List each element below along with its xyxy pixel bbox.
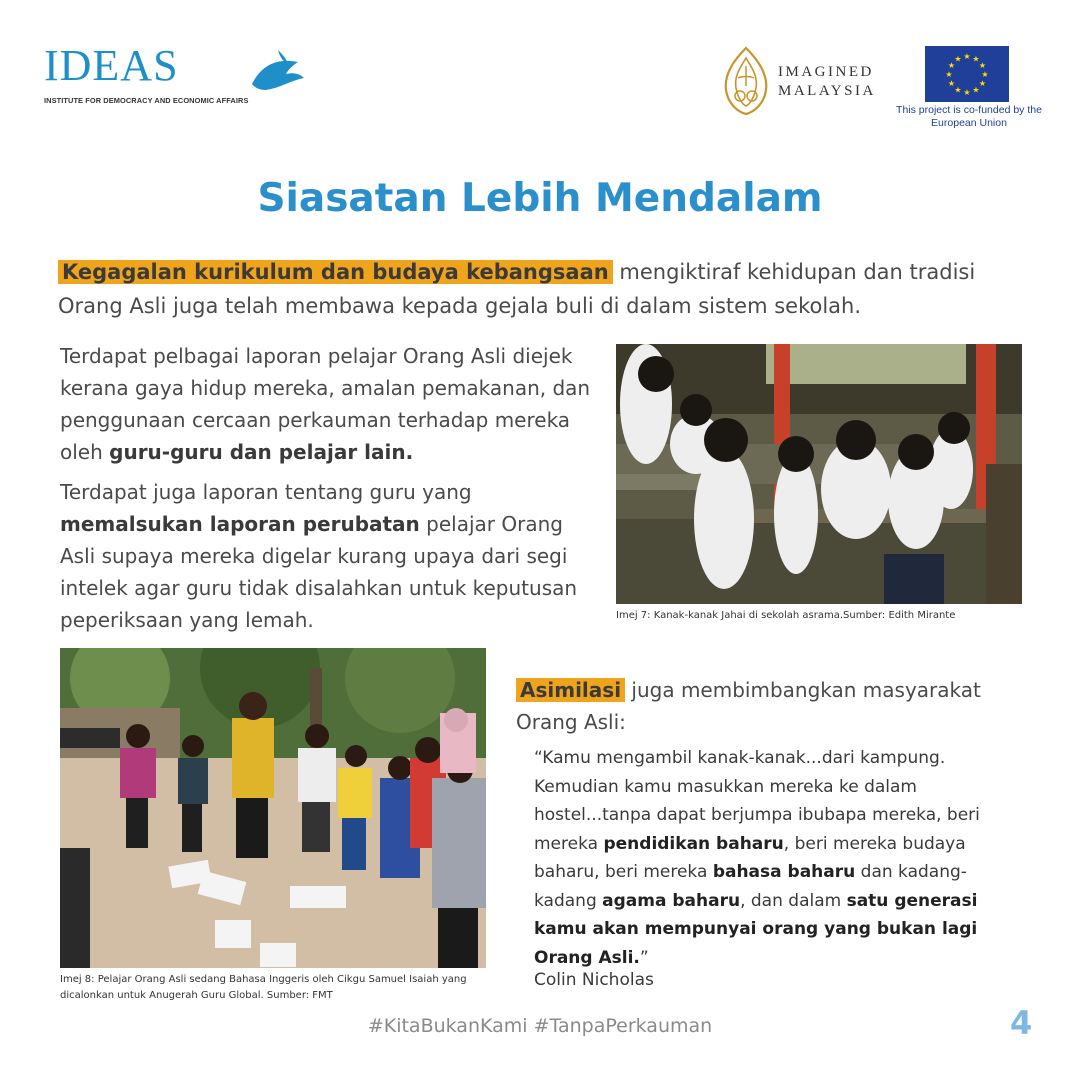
caption-image-8: Imej 8: Pelajar Orang Asli sedang Bahasa Inggeris oleh Cikgu Samuel Isaiah yang dicalonkan untuk Anugerah Guru Global. Sumber: FMT	[60, 974, 467, 1001]
quote-text: ”	[639, 947, 649, 968]
paragraph-bold: memalsukan laporan perubatan	[60, 512, 420, 536]
svg-text:★: ★	[972, 54, 980, 64]
svg-text:★: ★	[954, 85, 962, 95]
svg-text:★: ★	[947, 79, 956, 88]
quote-bold: agama baharu	[602, 890, 741, 911]
quote-text: , beri mereka budaya baharu, beri mereka	[534, 833, 966, 882]
imagined-logo-line1: IMAGINED	[778, 64, 874, 80]
paragraph-bold: guru-guru dan pelajar lain.	[109, 440, 414, 464]
eu-stars-icon	[925, 46, 1009, 102]
quote-text: , dan dalam	[740, 890, 847, 911]
quote-author: Colin Nicholas	[534, 970, 654, 990]
assimilation-highlight: Asimilasi	[516, 678, 625, 702]
quote-bold: pendidikan baharu	[603, 833, 784, 854]
quote-bold: bahasa baharu	[712, 862, 856, 882]
assimilation-paragraph	[516, 674, 1016, 738]
svg-text:★: ★	[972, 85, 980, 95]
svg-text:★: ★	[963, 88, 971, 97]
eu-flag	[925, 46, 1009, 102]
paragraph-text: pelajar Orang Asli supaya mereka digelar kurang upaya dari segi intelek agar guru tidak disalahkan untuk keputusan peperiksaan yang lemah.	[60, 512, 578, 632]
photo-boarding-school	[616, 344, 1022, 604]
intro-highlight: Kegagalan kurikulum dan budaya kebangsaan	[58, 260, 613, 284]
ideas-logo	[44, 41, 284, 114]
page-number: 4	[1010, 1004, 1033, 1042]
intro-paragraph	[58, 255, 1018, 323]
svg-text:★: ★	[978, 79, 987, 88]
svg-text:★: ★	[945, 70, 953, 79]
quote-block	[534, 744, 1014, 972]
intro-text: mengiktiraf kehidupan dan tradisi Orang Asli juga telah membawa kepada gejala buli di dalam sistem sekolah.	[58, 260, 976, 318]
dove-icon	[248, 44, 308, 94]
imagined-logo-line2: MALAYSIA	[778, 83, 876, 99]
photo-outdoor-lesson	[60, 648, 486, 968]
svg-text:★: ★	[947, 61, 956, 70]
paragraph-text: Terdapat juga laporan tentang guru yang	[60, 480, 472, 504]
page-title: Siasatan Lebih Mendalam	[257, 176, 823, 221]
ideas-logo-subtitle: INSTITUTE FOR DEMOCRACY AND ECONOMIC AFFAIRS	[44, 96, 249, 105]
paragraph-bullying	[60, 340, 600, 468]
quote-text: “Kamu mengambil kanak-kanak...dari kampung. Kemudian kamu masukkan mereka ke dalam hostel...tanpa dapat berjumpa ibubapa mereka, beri mereka	[534, 748, 980, 854]
svg-text:★: ★	[981, 70, 989, 79]
svg-text:★: ★	[954, 54, 962, 64]
eu-caption: This project is co-funded by the European Union	[896, 104, 1042, 129]
paragraph-medical-reports	[60, 476, 600, 636]
assimilation-text: juga membimbangkan masyarakat Orang Asli:	[516, 678, 981, 734]
svg-text:★: ★	[963, 52, 971, 61]
ideas-logo-text: IDEAS	[44, 41, 179, 90]
imagined-malaysia-logo	[722, 46, 892, 116]
paragraph-text: Terdapat pelbagai laporan pelajar Orang Asli diejek kerana gaya hidup mereka, amalan pemakanan, dan penggunaan cercaan perkauman terhadap mereka oleh	[60, 344, 591, 464]
left-column-text	[60, 340, 600, 644]
caption-image-7: Imej 7: Kanak-kanak Jahai di sekolah asrama.Sumber: Edith Mirante	[616, 610, 956, 621]
quote-bold: satu generasi kamu akan mempunyai orang yang bukan lagi Orang Asli.	[534, 890, 978, 968]
hashtags: #KitaBukanKami #TanpaPerkauman	[367, 1015, 713, 1037]
quote-text: dan kadang-kadang	[534, 862, 967, 911]
wayang-emblem-icon	[722, 46, 770, 116]
svg-text:★: ★	[978, 61, 987, 70]
